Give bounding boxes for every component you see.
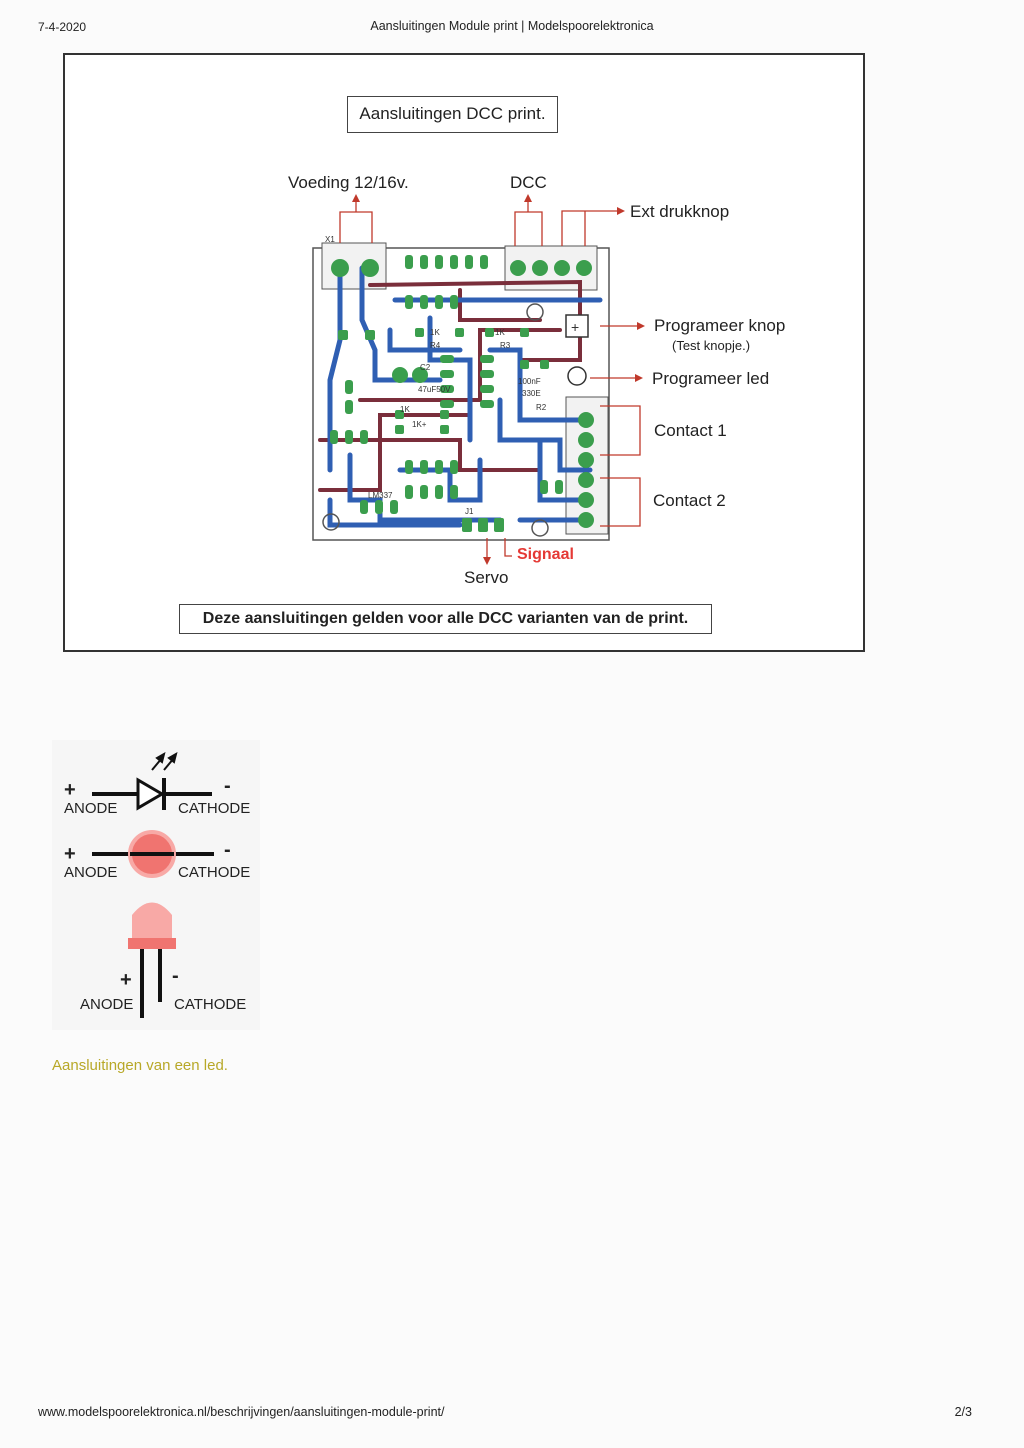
silk-100nf: 100nF bbox=[518, 377, 541, 386]
silk-c2: C2 bbox=[420, 363, 431, 372]
led-side-rim bbox=[128, 938, 176, 949]
label-contact-2: Contact 2 bbox=[653, 491, 726, 510]
minus-sign: - bbox=[224, 775, 231, 797]
header-page-title: Aansluitingen Module print | Modelspoorelektronica bbox=[370, 19, 654, 33]
diode-triangle bbox=[138, 780, 162, 808]
silk-1k-b: 1K bbox=[495, 328, 505, 337]
silk-x1: X1 bbox=[325, 235, 335, 244]
cathode-label: CATHODE bbox=[178, 800, 251, 817]
label-programeer-knop: Programeer knop bbox=[654, 316, 786, 335]
light-emission-arrows-icon bbox=[152, 754, 176, 770]
label-ext-drukknop: Ext drukknop bbox=[630, 202, 730, 221]
minus-sign: - bbox=[172, 965, 179, 987]
plus-sign: + bbox=[64, 843, 76, 865]
anode-label: ANODE bbox=[80, 996, 134, 1013]
label-test-knopje: (Test knopje.) bbox=[672, 338, 751, 353]
anode-label: ANODE bbox=[64, 864, 118, 881]
silk-r4: R4 bbox=[430, 341, 441, 350]
footer-page-number: 2/3 bbox=[954, 1405, 972, 1419]
anode-label: ANODE bbox=[64, 800, 118, 817]
silk-r2: R2 bbox=[536, 403, 547, 412]
silk-1k-a: 1K bbox=[430, 328, 440, 337]
diagram-title: Aansluitingen DCC print. bbox=[347, 96, 558, 133]
led-side-dome bbox=[132, 903, 172, 941]
label-contact-1: Contact 1 bbox=[654, 421, 727, 440]
silk-lm337: LM337 bbox=[368, 491, 393, 500]
minus-sign: - bbox=[224, 839, 231, 861]
label-servo: Servo bbox=[464, 568, 509, 587]
footer-url[interactable]: www.modelspoorelektronica.nl/beschrijvingen/aansluitingen-module-print/ bbox=[38, 1405, 445, 1419]
led-legend-panel bbox=[52, 740, 260, 1030]
plus-sign: + bbox=[64, 779, 76, 801]
header-date: 7-4-2020 bbox=[38, 20, 87, 34]
label-voeding: Voeding 12/16v. bbox=[288, 173, 409, 192]
label-signaal: Signaal bbox=[517, 546, 574, 563]
silk-1k-d: 1K+ bbox=[412, 420, 427, 429]
cathode-label: CATHODE bbox=[178, 864, 251, 881]
label-programeer-led: Programeer led bbox=[652, 369, 770, 388]
onboard-pushbutton-mark: + bbox=[571, 319, 580, 335]
silk-1k-c: 1K bbox=[400, 405, 410, 414]
silk-47uf: 47uF50V bbox=[418, 385, 451, 394]
silk-330e: 330E bbox=[522, 389, 541, 398]
label-dcc: DCC bbox=[510, 173, 547, 192]
silk-j1: J1 bbox=[465, 507, 474, 516]
silk-r3: R3 bbox=[500, 341, 511, 350]
cathode-label: CATHODE bbox=[174, 996, 247, 1013]
diagram-note: Deze aansluitingen gelden voor alle DCC varianten van de print. bbox=[179, 604, 712, 634]
led-caption: Aansluitingen van een led. bbox=[52, 1057, 228, 1074]
plus-sign: + bbox=[120, 969, 132, 991]
